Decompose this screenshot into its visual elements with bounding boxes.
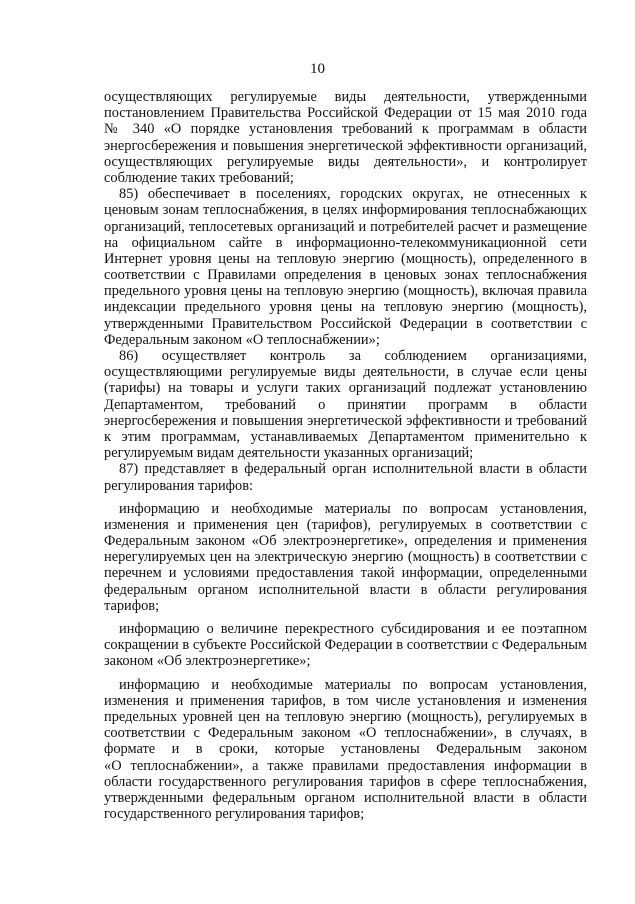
text-line: № 340 «О порядке установления требований к программам в области (104, 121, 587, 138)
text-line: области государственного регулирования тарифов в сфере теплоснабжения, (104, 773, 587, 790)
text-line: Интернет уровня цены на тепловую энергию (мощность), определенного в (104, 250, 587, 267)
text-line: соответствии с Правилами определения в ценовых зонах теплоснабжения (104, 267, 587, 284)
text-line: 85) обеспечивает в поселениях, городских округах, не отнесенных к (119, 186, 587, 203)
text-line: 87) представляет в федеральный орган исполнительной власти в области (119, 461, 587, 478)
text-line: регулируемым видам деятельности указанных организаций; (104, 445, 474, 462)
text-line: осуществляющих регулируемые виды деятельности, утвержденными (104, 89, 587, 105)
text-line: осуществляющих регулируемые виды деятельности», и контролирует (104, 153, 587, 170)
text-line: энергосбережения и повышения энергетической эффективности организаций, (104, 137, 587, 154)
text-line: утвержденными федеральным органом исполнительной власти в области (104, 789, 587, 806)
text-line: соответствии с Федеральным законом «О теплоснабжении», в случаях, в (104, 725, 587, 742)
text-line: (тарифы) на товары и услуги таких организаций подлежат установлению (104, 380, 587, 397)
text-line: «О теплоснабжении», а также правилами предоставления информации в (104, 757, 587, 774)
text-line: информацию и необходимые материалы по вопросам установления, (119, 500, 587, 517)
text-line: 86) осуществляет контроль за соблюдением организациями, (119, 348, 587, 364)
text-line: Федеральным законом «Об электроэнергетике», определения и применения (104, 533, 587, 550)
text-line: государственного регулирования тарифов; (104, 806, 365, 823)
text-line: законом «Об электроэнергетике»; (104, 653, 311, 670)
text-line: организаций, теплосетевых организаций и потребителей расчет и размещение (104, 218, 587, 235)
text-line: постановлением Правительства Российской Федерации от 15 мая 2010 года (104, 105, 587, 122)
text-line: индексации предельного уровня цены на тепловую энергию (мощность), (104, 299, 587, 316)
text-line: утвержденными Правительством Российской Федерации в соответствии с (104, 315, 587, 332)
text-line: тарифов; (104, 597, 160, 614)
text-line: Федеральным законом «О теплоснабжении»; (104, 331, 380, 348)
text-line: изменения и применения цен (тарифов), регулируемых в соответствии с (104, 516, 587, 533)
text-line: сокращении в субъекте Российской Федерации в соответствии с Федеральным (104, 637, 587, 654)
text-line: к этим программам, устанавливаемых Департаментом применительно к (104, 428, 587, 445)
text-line: регулирования тарифов: (104, 477, 253, 494)
text-line: федеральным органом исполнительной власти в области регулирования (104, 581, 587, 598)
document-body (104, 89, 587, 822)
text-line: ценовым зонам теплоснабжения, в целях информирования теплоснабжающих (104, 202, 587, 219)
text-line: осуществляющими регулируемые виды деятельности, в случае если цены (104, 364, 587, 381)
text-line: изменения и применения тарифов, в том числе установления и изменения (104, 692, 587, 709)
text-line: соблюдение таких требований; (104, 169, 294, 186)
text-line: информацию о величине перекрестного субсидирования и ее поэтапном (119, 621, 587, 637)
text-line: предельных уровней цен на тепловую энергию (мощность), регулируемых в (104, 708, 587, 725)
text-line: энергосбережения и повышения энергетической эффективности и требований (104, 412, 587, 429)
text-line: информацию и необходимые материалы по вопросам установления, (119, 676, 587, 693)
text-line: на официальном сайте в информационно-телекоммуникационной сети (104, 234, 587, 251)
text-line: предельного уровня цены на тепловую энергию (мощность), включая правила (104, 283, 587, 300)
text-line: Департаментом, требований о принятии программ в области (104, 396, 587, 413)
text-line: формате и в сроки, которые установлены Федеральным законом (104, 741, 587, 758)
text-line: перечнем и условиями предоставления такой информации, определенными (104, 565, 587, 582)
page-number: 10 (310, 61, 325, 77)
text-line: нерегулируемых цен на электрическую энергию (мощность) в соответствии с (104, 549, 587, 566)
